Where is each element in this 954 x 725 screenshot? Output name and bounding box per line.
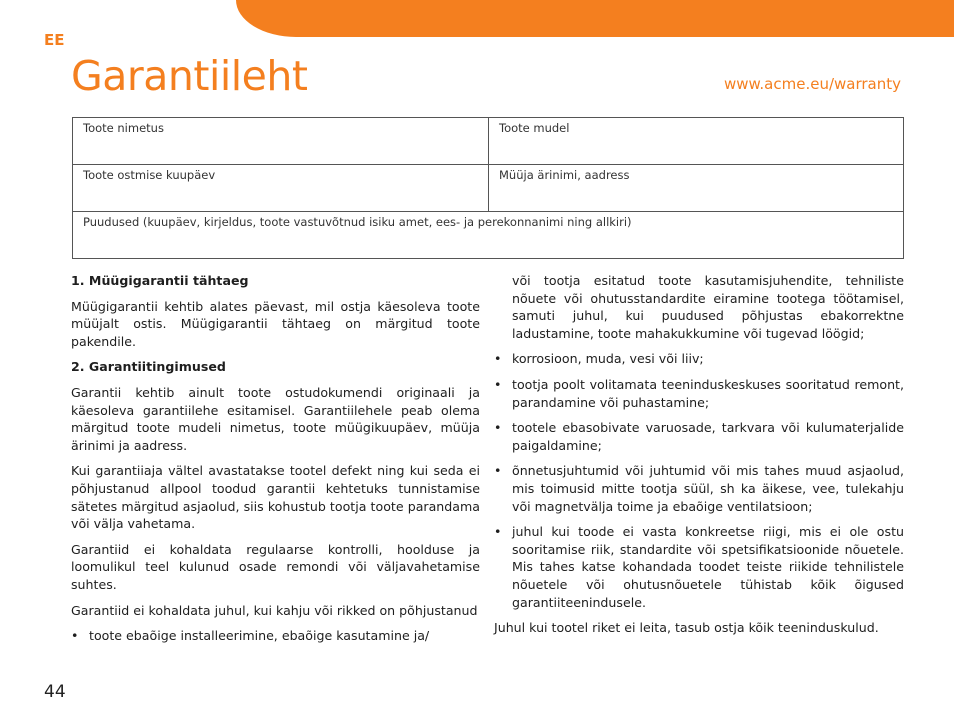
final-note: Juhul kui tootel riket ei leita, tasub ostja kõik teeninduskulud. <box>494 620 879 636</box>
paragraph: Garantiid ei kohaldata regulaarse kontrolli, hoolduse ja loomulikul teel kulunud osade remondi või väljavahetamise suhtes. <box>71 541 480 592</box>
warranty-url-link[interactable]: www.acme.eu/warranty <box>723 75 901 93</box>
warranty-form <box>72 117 904 259</box>
list-item: • õnnetusjuhtumid või juhtumid või mis tahes muud asjaolud, mis toimusid mitte tootja süül, sh ka äikese, vee, tulekahju või magnetvälja toime ja ebaõige ventilatsioon; <box>494 462 904 515</box>
paragraph: Kui garantiiaja vältel avastatakse tootel defekt ning kui seda ei põhjustanud allpool toodud garantii kehtetuks tunnistamise sätetes märgitud asjaolud, siis kohustub tootja toote parandama või välja vahetama. <box>71 463 480 532</box>
language-code: EE <box>44 31 65 49</box>
form-row <box>73 118 903 165</box>
list-item: • tootele ebasobivate varuosade, tarkvara või kulumaterjalide paigaldamine; <box>494 419 904 454</box>
section-heading: 1. Müügigarantii tähtaeg <box>71 273 249 288</box>
left-column <box>71 272 480 653</box>
header-band <box>236 0 954 37</box>
product-model-field[interactable]: Toote mudel <box>499 121 570 135</box>
page-title: Garantiileht <box>71 52 308 100</box>
seller-field[interactable]: Müüja ärinimi, aadress <box>499 168 630 182</box>
list-item-continuation: või tootja esitatud toote kasutamisjuhendite, tehniliste nõuete või ohutusstandardite eiramine tootega töötamisel, samuti juhul, kui puudused põhjustas ebakorrektne ladustamine, toote mahakukkumine või tugevad löögid; <box>512 273 904 341</box>
form-row <box>73 212 903 258</box>
list-item: • korrosioon, muda, vesi või liiv; <box>494 350 904 368</box>
list-item: • tootja poolt volitamata teeninduskeskuses sooritatud remont, parandamine või puhastamine; <box>494 376 904 411</box>
paragraph: Garantii kehtib ainult toote ostudokumendi originaali ja käesoleva garantiilehe esitamisel. Garantiilehele peab olema märgitud toote mudeli nimetus, toote müügikuupäev, müüja ärinimi ja aadress. <box>71 384 480 453</box>
paragraph: Garantiid ei kohaldata juhul, kui kahju või rikked on põhjustanud <box>71 602 478 618</box>
defects-field[interactable]: Puudused (kuupäev, kirjeldus, toote vastuvõtnud isiku amet, ees- ja perekonnanimi ning allkiri) <box>83 215 632 229</box>
purchase-date-field[interactable]: Toote ostmise kuupäev <box>73 165 489 211</box>
paragraph: Müügigarantii kehtib alates päevast, mil ostja käesoleva toote müüjalt ostis. Müügigarantii tähtaeg on märgitud toote pakendile. <box>71 298 480 349</box>
right-column <box>494 272 904 645</box>
list-item: • juhul kui toode ei vasta konkreetse riigi, mis ei ole ostu sooritamise riik, standardite või spetsifikatsioonide nõuetele. Mis tahes katse kohandada toodet teiste riikide tehnilistele nõuetele või ohutusnõuetele tühistab kõik õigused garantiiteenindusele. <box>494 523 904 611</box>
form-row <box>73 165 903 212</box>
product-name-field[interactable]: Toote nimetus <box>73 118 489 164</box>
page-number: 44 <box>44 682 66 702</box>
list-item: • toote ebaõige installeerimine, ebaõige kasutamine ja/ <box>71 627 480 645</box>
section-heading: 2. Garantiitingimused <box>71 359 226 375</box>
